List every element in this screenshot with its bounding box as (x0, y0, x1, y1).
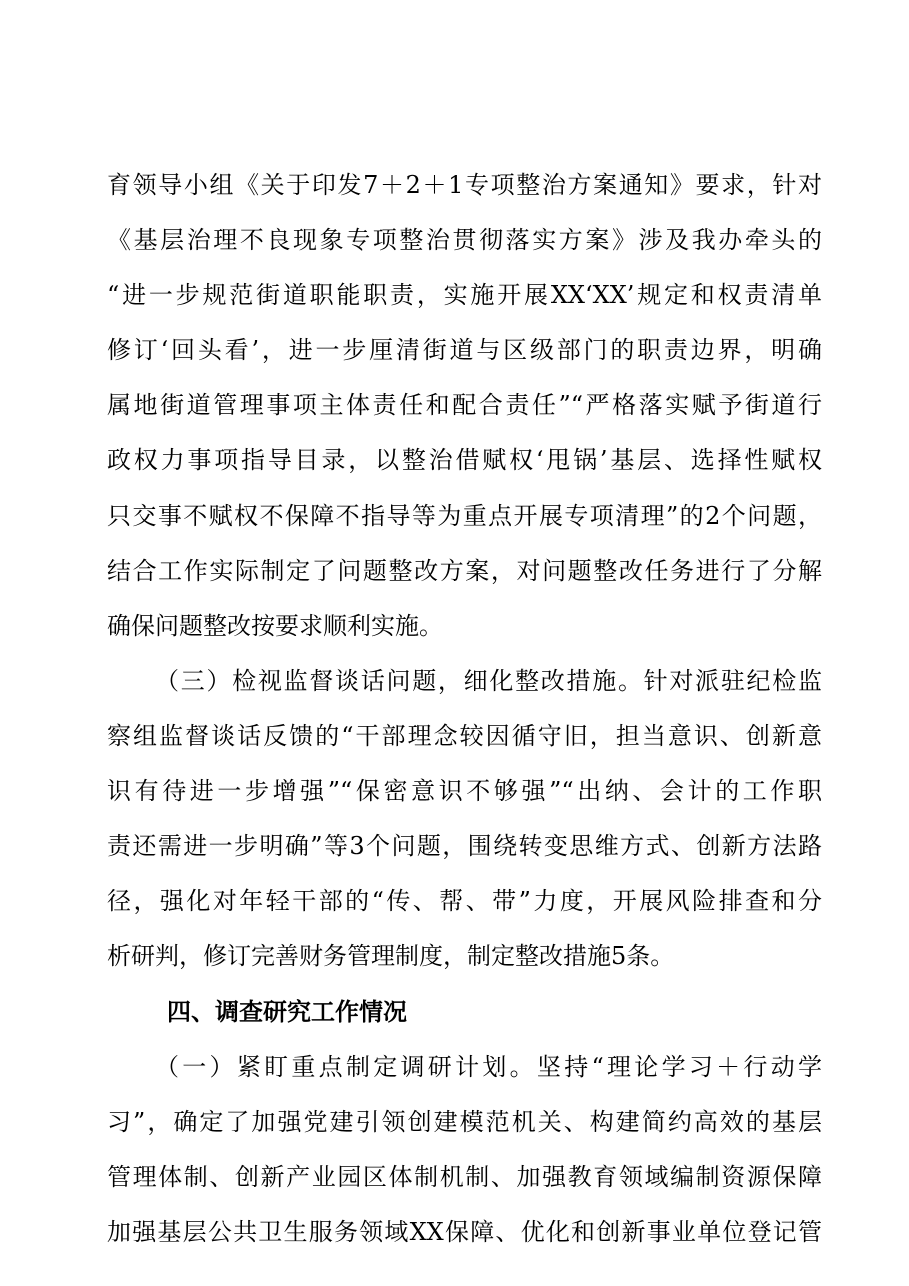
paragraph-2 (107, 654, 822, 985)
paragraph-line: 政权力事项指导目录，以整治借赋权‘甩锅’基层、选择性赋权 (107, 446, 822, 475)
section-heading: 四、调查研究工作情况 (167, 997, 407, 1027)
paragraph-line: 属地街道管理事项主体责任和配合责任”“严格落实赋予街道行 (107, 391, 822, 420)
paragraph-line: 《基层治理不良现象专项整治贯彻落实方案》涉及我办牵头的 (107, 226, 822, 255)
paragraph-line: 只交事不赋权不保障不指导等为重点开展专项清理”的2个问题， (107, 501, 822, 530)
paragraph-line: 识有待进一步增强”“保密意识不够强”“出纳、会计的工作职 (107, 777, 822, 806)
paragraph-3 (107, 1040, 822, 1260)
paragraph-line: “进一步规范街道职能职责，实施开展XX‘XX’规定和权责清单 (107, 281, 822, 310)
paragraph-line: 径，强化对年轻干部的“传、帮、带”力度，开展风险排查和分 (107, 887, 822, 916)
paragraph-line: 责还需进一步明确”等3个问题，围绕转变思维方式、创新方法路 (107, 832, 822, 861)
paragraph-line: 习”，确定了加强党建引领创建模范机关、构建简约高效的基层 (107, 1107, 822, 1136)
paragraph-line: 育领导小组《关于印发7＋2＋1专项整治方案通知》要求，针对 (107, 171, 822, 199)
paragraph-line: 加强基层公共卫生服务领域XX保障、优化和创新事业单位登记管 (107, 1217, 822, 1246)
document-body (107, 158, 822, 1260)
paragraph-1 (107, 158, 822, 654)
paragraph-line: 管理体制、创新产业园区体制机制、加强教育领域编制资源保障 (107, 1162, 822, 1191)
paragraph-line: 析研判，修订完善财务管理制度，制定整改措施5条。 (107, 942, 675, 971)
paragraph-line: 修订‘回头看’，进一步厘清街道与区级部门的职责边界，明确 (107, 336, 822, 365)
paragraph-line: 结合工作实际制定了问题整改方案，对问题整改任务进行了分解 (107, 556, 822, 585)
paragraph-line: （一）紧盯重点制定调研计划。坚持“理论学习＋行动学 (155, 1052, 822, 1081)
paragraph-line: 确保问题整改按要求顺利实施。 (107, 611, 443, 640)
paragraph-line: （三）检视监督谈话问题，细化整改措施。针对派驻纪检监 (155, 666, 822, 695)
paragraph-line: 察组监督谈话反馈的“干部理念较因循守旧，担当意识、创新意 (107, 721, 822, 750)
